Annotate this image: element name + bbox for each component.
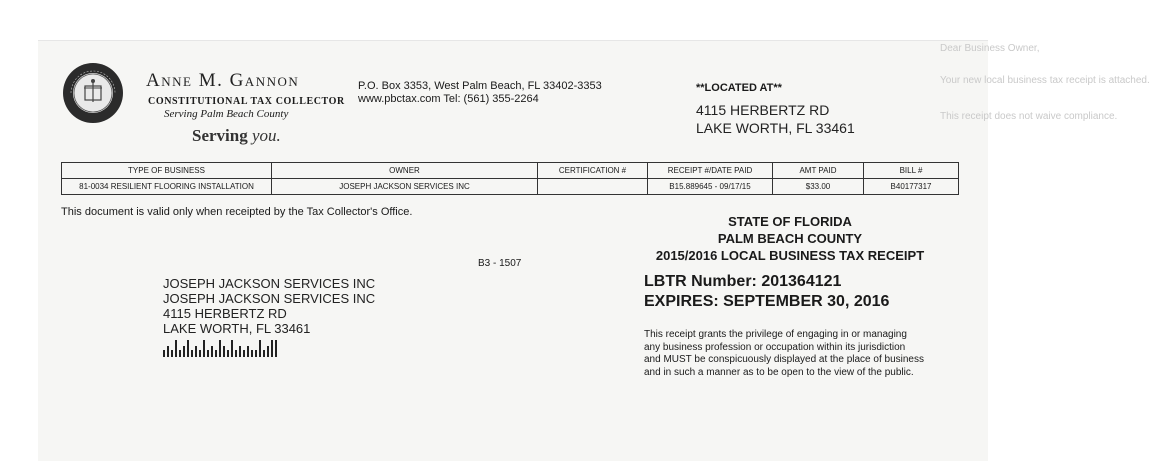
table-cell: 81-0034 RESILIENT FLOORING INSTALLATION bbox=[62, 179, 272, 195]
table-header: AMT PAID bbox=[773, 163, 864, 179]
receipt-title: 2015/2016 LOCAL BUSINESS TAX RECEIPT bbox=[655, 248, 925, 263]
table-header: BILL # bbox=[864, 163, 959, 179]
table-header: CERTIFICATION # bbox=[538, 163, 648, 179]
located-address-line: LAKE WORTH, FL 33461 bbox=[696, 120, 855, 136]
receipt-state: STATE OF FLORIDA bbox=[728, 214, 852, 229]
receipt-county: PALM BEACH COUNTY bbox=[717, 231, 863, 246]
table-row bbox=[62, 179, 959, 195]
table-header: TYPE OF BUSINESS bbox=[62, 163, 272, 179]
serving-slogan bbox=[192, 126, 281, 146]
table-cell: $33.00 bbox=[773, 179, 864, 195]
table-header: OWNER bbox=[272, 163, 538, 179]
serving-word: you. bbox=[251, 126, 281, 145]
address-line: P.O. Box 3353, West Palm Beach, FL 33402-3353 bbox=[358, 80, 602, 92]
table-cell bbox=[538, 179, 648, 195]
business-table bbox=[61, 162, 959, 195]
mailing-line: LAKE WORTH, FL 33461 bbox=[163, 321, 311, 336]
mailing-line: JOSEPH JACKSON SERVICES INC bbox=[163, 276, 376, 291]
collector-subtitle: Serving Palm Beach County bbox=[164, 108, 289, 120]
tax-collector-seal-icon bbox=[62, 62, 124, 124]
validity-notice: This document is valid only when receipted by the Tax Collector's Office. bbox=[61, 206, 413, 218]
batch-code: B3 - 1507 bbox=[478, 258, 522, 269]
bleed-through-text: Your new local business tax receipt is attached. bbox=[940, 75, 1150, 86]
table-header-row bbox=[62, 163, 959, 179]
located-label: **LOCATED AT** bbox=[696, 82, 782, 94]
collector-address bbox=[358, 80, 602, 106]
privilege-statement: This receipt grants the privilege of engaging in or managing any business profession or occupation within its jurisdiction and MUST be conspicuously displayed at the place of business and in such a manner as to be open to the view of the public. bbox=[644, 329, 924, 378]
mailing-line: 4115 HERBERTZ RD bbox=[163, 306, 287, 321]
lbtr-number: LBTR Number: 201364121 bbox=[644, 273, 842, 290]
table-cell: B15.889645 - 09/17/15 bbox=[648, 179, 773, 195]
postal-barcode bbox=[163, 340, 277, 357]
bleed-through-text: This receipt does not waive compliance. bbox=[940, 111, 1118, 122]
bleed-through-text: Dear Business Owner, bbox=[940, 43, 1040, 54]
mailing-line: JOSEPH JACKSON SERVICES INC bbox=[163, 291, 376, 306]
table-cell: JOSEPH JACKSON SERVICES INC bbox=[272, 179, 538, 195]
expiration-date: EXPIRES: SEPTEMBER 30, 2016 bbox=[644, 293, 890, 310]
table-cell: B40177317 bbox=[864, 179, 959, 195]
serving-prefix: Serving bbox=[192, 126, 248, 145]
located-address-line: 4115 HERBERTZ RD bbox=[696, 102, 830, 118]
table-header: RECEIPT #/DATE PAID bbox=[648, 163, 773, 179]
collector-title: CONSTITUTIONAL TAX COLLECTOR bbox=[148, 96, 345, 107]
collector-name: Anne M. Gannon bbox=[146, 70, 300, 91]
address-line: www.pbctax.com Tel: (561) 355-2264 bbox=[358, 93, 539, 105]
